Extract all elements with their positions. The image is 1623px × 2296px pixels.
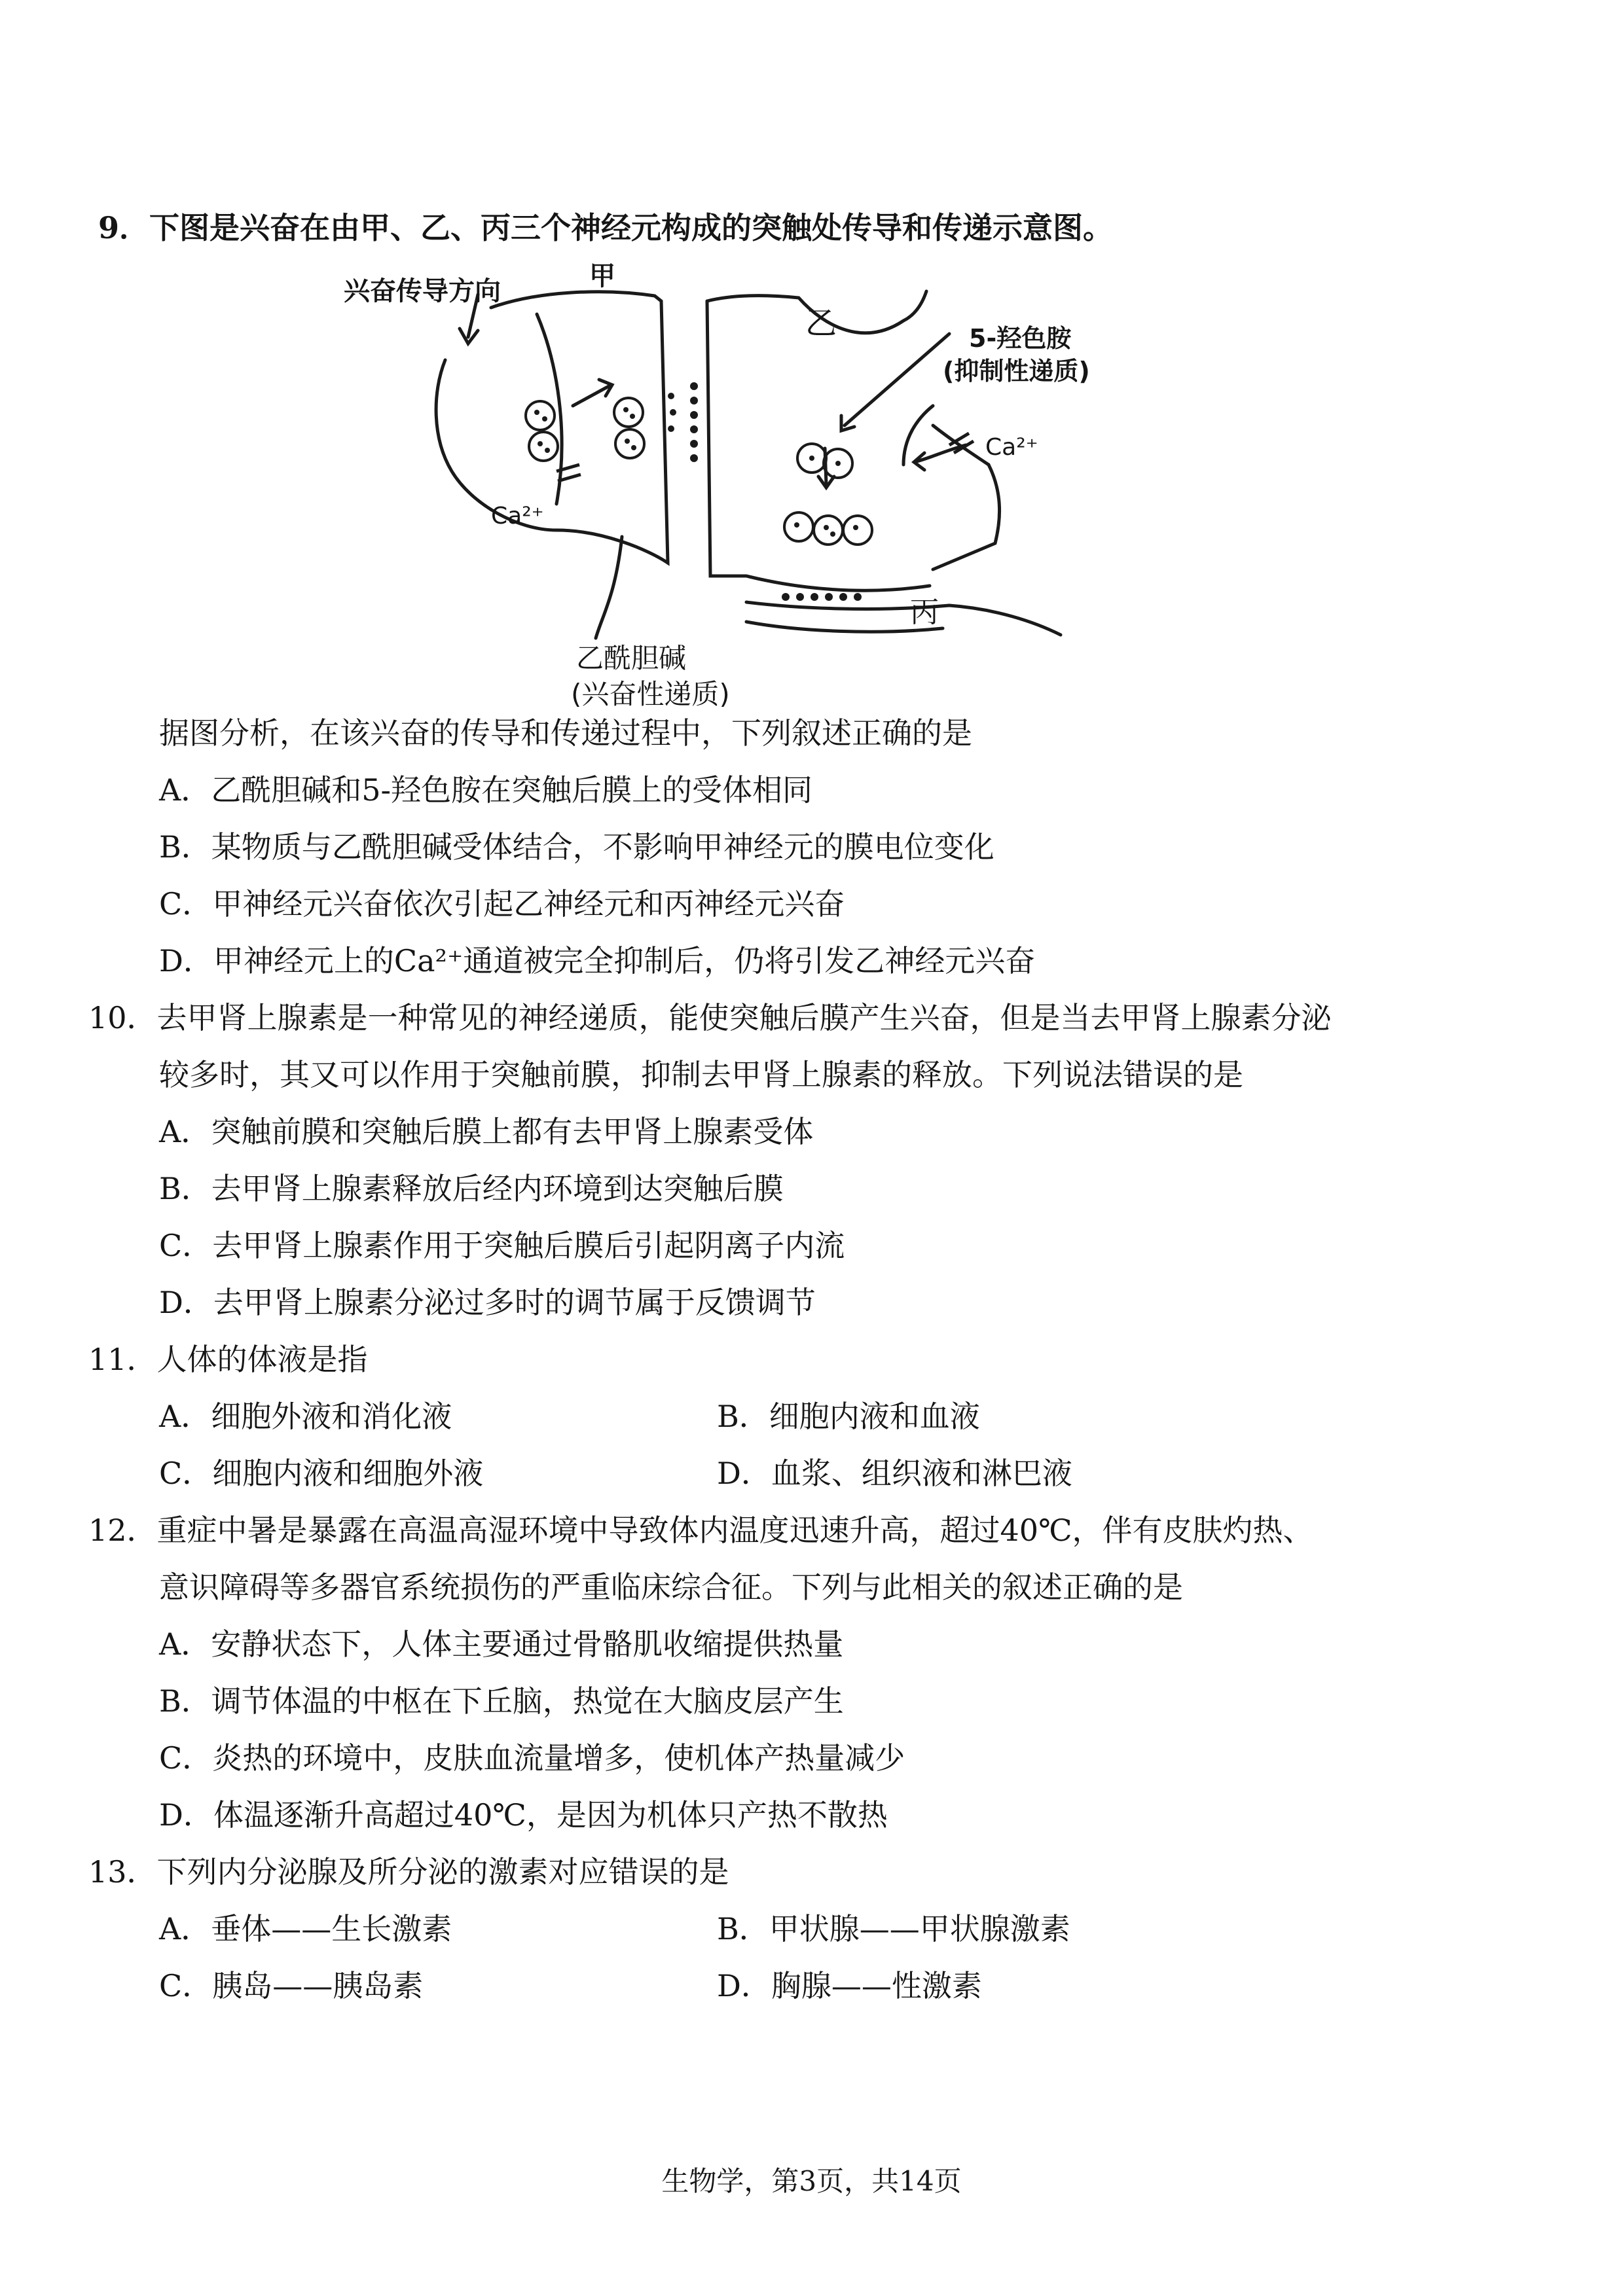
q12-option-c: C．炎热的环境中，皮肤血流量增多，使机体产热量减少 — [159, 1740, 905, 1776]
direction-label: 兴奋传导方向 — [344, 276, 501, 306]
q13-option-c: C．胰岛——胰岛素 — [159, 1968, 424, 2003]
q10-option-b: B．去甲肾上腺素释放后经内环境到达突触后膜 — [159, 1171, 784, 1206]
q11-option-b: B．细胞内液和血液 — [717, 1399, 980, 1434]
q13-stem: 13．下列内分泌腺及所分泌的激素对应错误的是 — [88, 1854, 729, 1890]
page-footer: 生物学，第3页，共14页 — [661, 2165, 962, 2197]
q11-stem: 11．人体的体液是指 — [88, 1342, 368, 1377]
q11-option-a: A．细胞外液和消化液 — [159, 1399, 452, 1434]
q12-stem-line2: 意识障碍等多器官系统损伤的严重临床综合征。下列与此相关的叙述正确的是 — [159, 1570, 1183, 1605]
q13-option-d: D．胸腺——性激素 — [717, 1968, 982, 2003]
q10-option-a: A．突触前膜和突触后膜上都有去甲肾上腺素受体 — [159, 1114, 814, 1149]
q9-option-b: B．某物质与乙酰胆碱受体结合，不影响甲神经元的膜电位变化 — [159, 829, 994, 865]
q12-stem-line1: 12．重症中暑是暴露在高温高湿环境中导致体内温度迅速升高，超过40℃，伴有皮肤灼热、 — [88, 1513, 1313, 1548]
q11-option-d: D．血浆、组织液和淋巴液 — [717, 1456, 1072, 1491]
q9-option-a: A．乙酰胆碱和5-羟色胺在突触后膜上的受体相同 — [159, 772, 813, 808]
q9-option-c: C．甲神经元兴奋依次引起乙神经元和丙神经元兴奋 — [159, 886, 845, 922]
q9-lead: 据图分析，在该兴奋的传导和传递过程中，下列叙述正确的是 — [159, 715, 972, 751]
neuron-yi-label: 乙 — [805, 305, 837, 342]
q10-option-d: D．去甲肾上腺素分泌过多时的调节属于反馈调节 — [159, 1285, 816, 1320]
neuron-bing-label: 丙 — [910, 596, 939, 629]
q12-option-d: D．体温逐渐升高超过40℃，是因为机体只产热不散热 — [159, 1797, 888, 1833]
q10-stem-line1: 10．去甲肾上腺素是一种常见的神经递质，能使突触后膜产生兴奋，但是当去甲肾上腺素分泌 — [88, 1000, 1332, 1035]
q9-stem: 9．下图是兴奋在由甲、乙、丙三个神经元构成的突触处传导和传递示意图。 — [98, 210, 1114, 245]
acetylcholine-label: 乙酰胆碱 — [576, 642, 687, 674]
ca-right-label: Ca²⁺ — [985, 434, 1038, 461]
q13-option-a: A．垂体——生长激素 — [159, 1911, 452, 1946]
q13-option-b: B．甲状腺——甲状腺激素 — [717, 1911, 1070, 1946]
q11-option-c: C．细胞内液和细胞外液 — [159, 1456, 484, 1491]
inhibitory-label: (抑制性递质) — [943, 357, 1090, 386]
ca-left-label: Ca²⁺ — [491, 503, 544, 529]
q9-option-d: D．甲神经元上的Ca²⁺通道被完全抑制后，仍将引发乙神经元兴奋 — [159, 943, 1036, 978]
q10-stem-line2: 较多时，其又可以作用于突触前膜，抑制去甲肾上腺素的释放。下列说法错误的是 — [159, 1057, 1243, 1092]
excitatory-label: (兴奋性递质) — [571, 678, 730, 707]
serotonin-label: 5-羟色胺 — [969, 324, 1072, 353]
neuron-jia-label: 甲 — [589, 261, 615, 291]
q12-option-a: A．安静状态下，人体主要通过骨骼肌收缩提供热量 — [159, 1626, 844, 1662]
synapse-diagram — [340, 255, 1192, 707]
q10-option-c: C．去甲肾上腺素作用于突触后膜后引起阴离子内流 — [159, 1228, 845, 1263]
q12-option-b: B．调节体温的中枢在下丘脑，热觉在大脑皮层产生 — [159, 1683, 844, 1719]
